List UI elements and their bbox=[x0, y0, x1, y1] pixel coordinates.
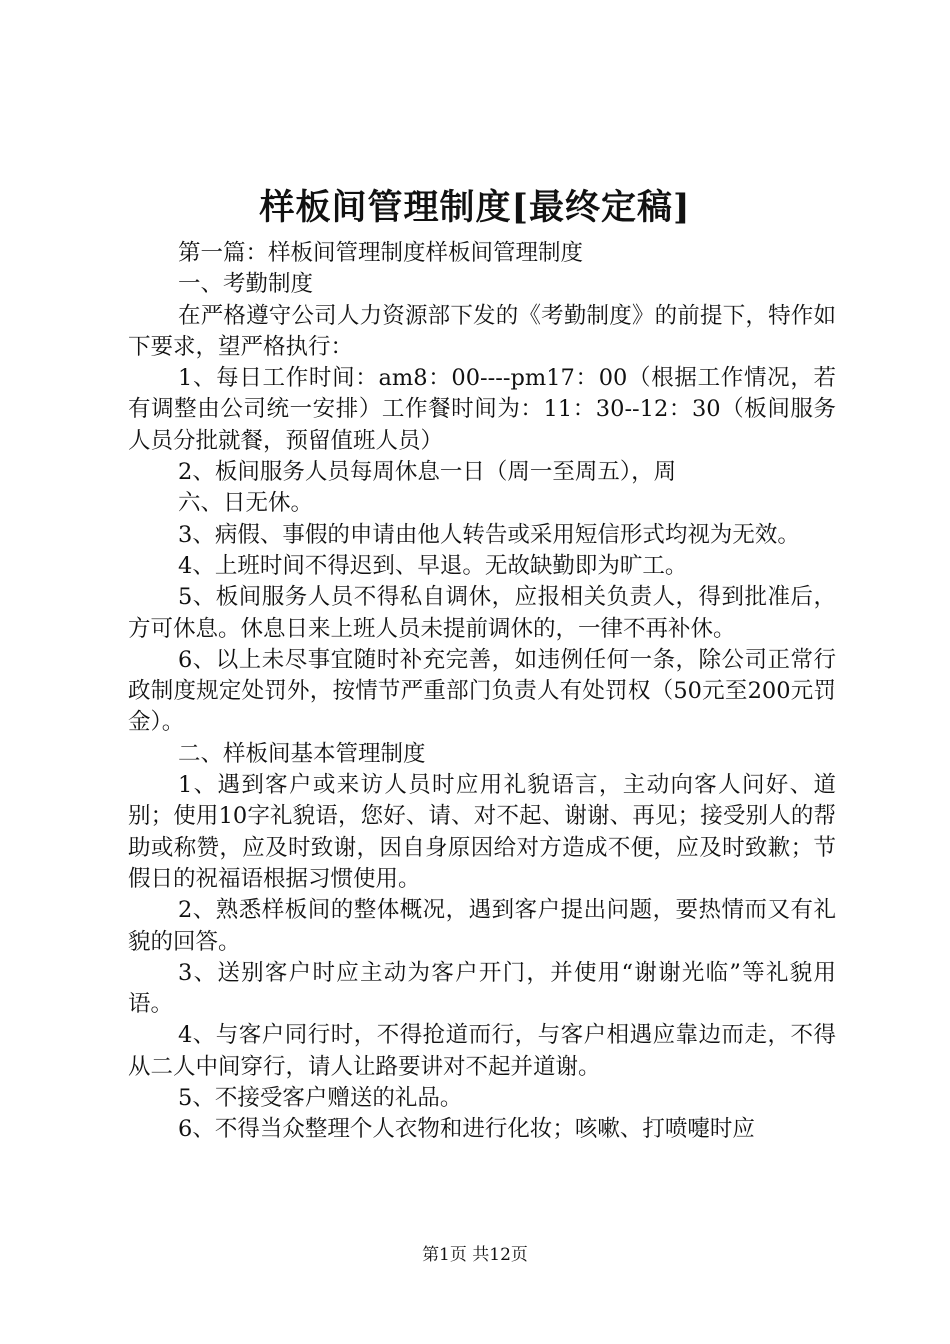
paragraph-attendance-intro: 在严格遵守公司人力资源部下发的《考勤制度》的前提下，特作如下要求，望严格执行： bbox=[128, 302, 836, 360]
paragraph-management-rule-2: 2、熟悉样板间的整体概况，遇到客户提出问题，要热情而又有礼貌的回答。 bbox=[128, 897, 836, 955]
paragraph-management-rule-6: 6、不得当众整理个人衣物和进行化妆；咳嗽、打喷嚏时应 bbox=[178, 1116, 755, 1143]
paragraph-management-heading: 二、样板间基本管理制度 bbox=[178, 740, 426, 767]
paragraph-management-rule-3: 3、送别客户时应主动为客户开门，并使用“谢谢光临”等礼貌用语。 bbox=[128, 959, 836, 1018]
paragraph-management-rule-4: 4、与客户同行时，不得抢道而行，与客户相遇应靠边而走，不得从二人中间穿行，请人让路要讲对不起并道谢。 bbox=[128, 1022, 836, 1080]
document-body bbox=[128, 238, 836, 1146]
paragraph-attendance-rule-2: 2、板间服务人员每周休息一日（周一至周五），周 bbox=[178, 459, 677, 486]
paragraph-attendance-rule-1: 1、每日工作时间：am8：00----pm17：00（根据工作情况，若有调整由公司统一安排）工作餐时间为：11：30--12：30（板间服务人员分批就餐，预留值班人员） bbox=[128, 365, 836, 454]
paragraph-attendance-rule-4: 4、上班时间不得迟到、早退。无故缺勤即为旷工。 bbox=[178, 552, 688, 579]
paragraph-management-rule-1: 1、遇到客户或来访人员时应用礼貌语言，主动向客人问好、道别；使用10字礼貌语，您好、请、对不起、谢谢、再见；接受别人的帮助或称赞，应及时致谢，因自身原因给对方造成不便，应及时致歉；节假日的祝福语根据习惯使用。 bbox=[128, 772, 836, 892]
paragraph-attendance-rule-5: 5、板间服务人员不得私自调休，应报相关负责人，得到批准后，方可休息。休息日来上班人员未提前调休的，一律不再补休。 bbox=[128, 584, 836, 642]
paragraph-attendance-rule-2-cont: 六、日无休。 bbox=[178, 490, 314, 517]
paragraph-section-heading: 第一篇：样板间管理制度样板间管理制度 bbox=[178, 240, 584, 266]
paragraph-attendance-rule-3: 3、病假、事假的申请由他人转告或采用短信形式均视为无效。 bbox=[178, 521, 800, 548]
paragraph-attendance-rule-6: 6、以上未尽事宜随时补充完善，如违例任何一条，除公司正常行政制度规定处罚外，按情节严重部门负责人有处罚权（50元至200元罚金）。 bbox=[128, 646, 836, 736]
paragraph-attendance-heading: 一、考勤制度 bbox=[178, 271, 314, 298]
page-indicator: 第1页 共12页 bbox=[422, 1245, 528, 1265]
paragraph-management-rule-5: 5、不接受客户赠送的礼品。 bbox=[178, 1085, 463, 1112]
document-title: 样板间管理制度[最终定稿] bbox=[259, 187, 691, 228]
